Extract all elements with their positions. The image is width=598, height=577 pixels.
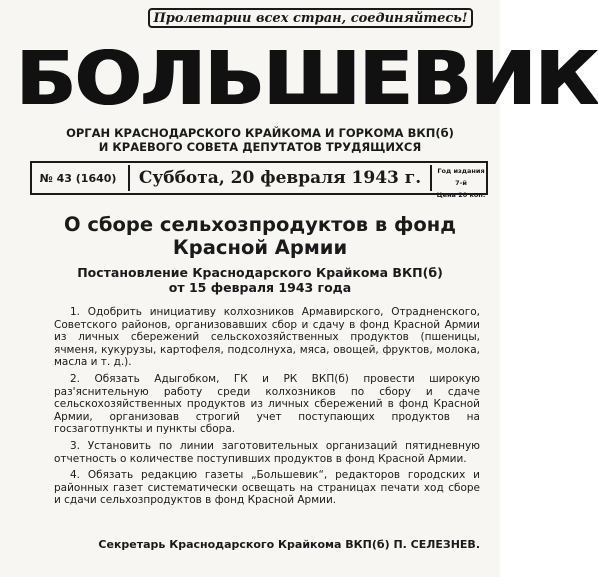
issue-number: № 43 (1640) [39,172,117,185]
organ-line-1: ОРГАН КРАСНОДАРСКОГО КРАЙКОМА И ГОРКОМА ВКП(б) [66,126,454,140]
issue-meta [436,165,486,201]
masthead-title: БОЛЬШЕВИК [16,36,598,122]
slogan-banner: Пролетарии всех стран, соединяйтесь! [148,8,473,28]
headline-line-2: Красной Армии [172,236,348,259]
subtitle-line-1: Постановление Краснодарского Крайкома ВКП(б) [77,265,443,280]
article-headline [40,213,480,259]
paragraph-3: 3. Установить по линии заготовительных организаций пятидневную отчетность о количестве поступивших продуктов в фонд Красной Армии. [54,439,480,465]
issue-info-bar [30,161,488,199]
year-of-publication: Год издания 7-й [437,167,485,187]
signature-line: Секретарь Краснодарского Крайкома ВКП(б) П. СЕЛЕЗНЕВ. [98,538,480,551]
paragraph-4: 4. Обязать редакцию газеты „Большевик“, редакторов городских и районных газет систематически освещать на страницах печати ход сборе и сдачи сельхозпродуктов в фонд Красной Армии. [54,469,480,507]
article-subtitle [40,265,480,295]
price: Цена 20 коп. [436,191,486,199]
organ-subtitle [40,126,480,154]
organ-line-2: И КРАЕВОГО СОВЕТА ДЕПУТАТОВ ТРУДЯЩИХСЯ [98,140,422,154]
subtitle-line-2: от 15 февраля 1943 года [168,280,352,295]
headline-line-1: О сборе сельхозпродуктов в фонд [63,213,457,236]
issue-date: Суббота, 20 февраля 1943 г. [128,165,432,191]
article-body [54,306,480,511]
paragraph-2: 2. Обязать Адыгобком, ГК и РК ВКП(б) провести широкую раз'яснительную работу среди колхозников по сбору и сдаче сельскохозяйственных продуктов из личных сбережений в фонд Красной Армии, организовав строгий учет поступающих продуктов на госзаготпункты и пункты сбора. [54,372,480,436]
paragraph-1: 1. Одобрить инициативу колхозников Армавирского, Отрадненского, Советского районов, организовавших сбор и сдачу в фонд Красной Армии из личных сбережений сельскохозяйственных продуктов (пшеницы, ячменя, кукурузы, картофеля, подсолнуха, мяса, овощей, фруктов, молока, масла и т. д.). [54,306,480,369]
